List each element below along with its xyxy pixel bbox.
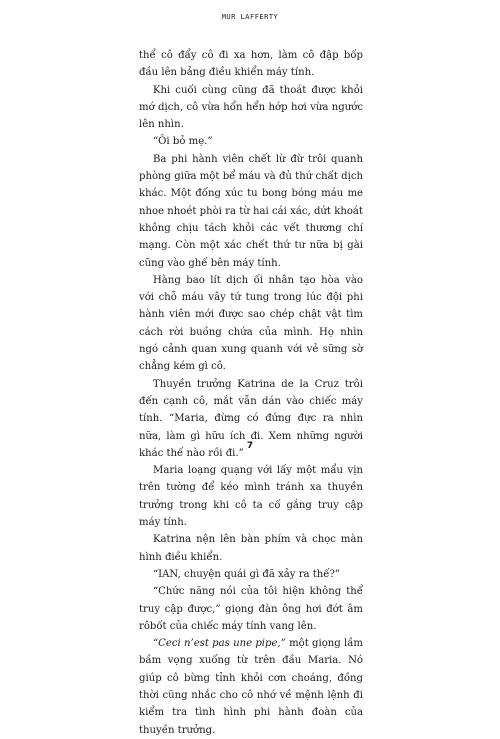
- paragraph-1: thể cô đẩy cô đi xa hơn, làm cô đập bốp đầu lên bảng điều khiển máy tính.: [139, 50, 363, 79]
- page-number: 7: [246, 441, 254, 451]
- paragraph-5: Hàng bao lít dịch ối nhân tạo hòa vào với chỗ máu vây tứ tung trong lúc đội phi hành viên mới được sao chép chật vật tìm cách rời buồng chứa của mình. Họ nhìn ngó cảnh quan xung quanh với vẻ sững sờ chẳng kém gì cô.: [139, 274, 363, 373]
- paragraph-7: Maria loạng quạng với lấy một mẩu vịn trên tường để kéo mình tránh xa thuyền trưởng trong khi cô ta cố gắng truy cập máy tính.: [139, 465, 363, 529]
- paragraph-10: “Chức năng nói của tôi hiện không thể truy cập được,” giọng đàn ông hơi đớt âm rôbốt của chiếc máy tính vang lên.: [139, 586, 363, 632]
- paragraph-3: “Ôi bỏ mẹ.”: [153, 136, 213, 148]
- body-text: [139, 47, 363, 739]
- paragraph-9: “IAN, chuyện quái gì đã xảy ra thế?”: [153, 568, 341, 580]
- paragraph-2: Khi cuối cùng cũng đã thoát được khỏi mớ dịch, cô vừa hổn hển hớp hơi vừa ngước lên nhìn.: [139, 84, 363, 131]
- paragraph-6: Thuyền trưởng Katrina de la Cruz trôi đến cạnh cô, mắt vẫn dán vào chiếc máy tính. “Maria, đừng có đứng đực ra nhìn nữa, làm gì hữu ích đi. Xem những người khác thế nào rồi đi.”: [139, 378, 363, 459]
- paragraph-4: Ba phi hành viên chết lừ đừ trôi quanh phòng giữa một bể máu và đủ thứ chất dịch khác. Một đống xúc tu bong bóng máu me nhoe nhoét phòi ra từ hai cái xác, dứt khoát không chịu tách khỏi các vết thương chí mạng. Còn một xác chết thứ tư nữa bị gài cũng vào ghế bên máy tính.: [139, 153, 363, 269]
- running-header: MUR LAFFERTY: [221, 13, 279, 21]
- paragraph-11: [139, 635, 363, 739]
- paragraph-8: Katrina nện lên bàn phím và chọc màn hình điều khiển.: [139, 534, 363, 563]
- paragraph-11-text: một giọng lầm bầm vọng xuống từ trên đầu Maria. Nó giúp cô bừng tỉnh khỏi cơn choáng, đồng thời cũng nhắc cho cô nhớ về mệnh lệnh đi kiểm tra tình hình phi hành đoàn của thuyền trưởng.: [139, 638, 363, 736]
- italic-quote: “Ceci n’est pas une pipe,”: [153, 638, 286, 650]
